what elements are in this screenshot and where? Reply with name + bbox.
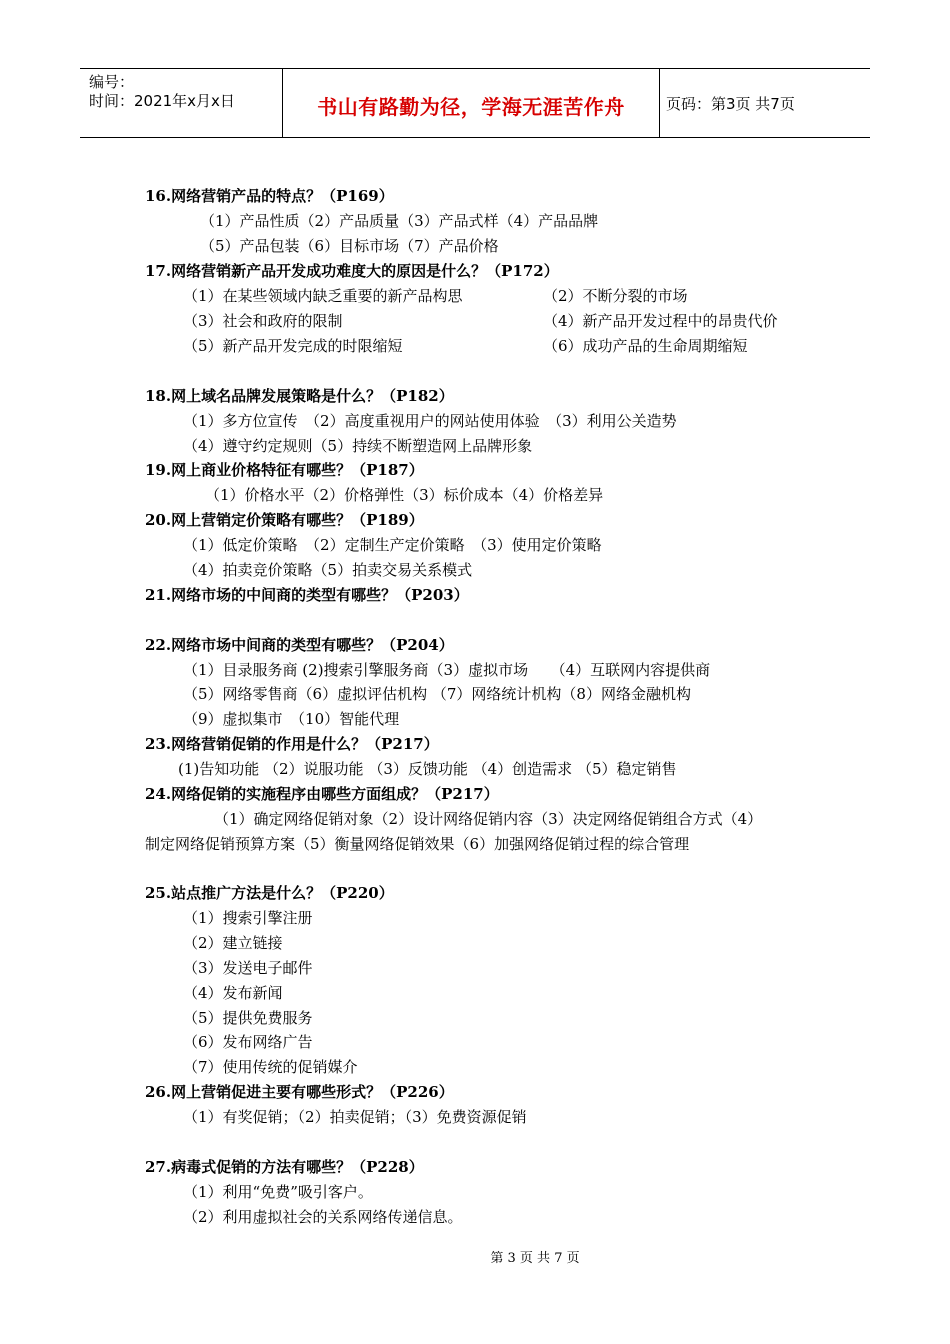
answer-line: （2）不断分裂的市场: [543, 287, 688, 305]
answer-line: （4）发布新闻: [183, 984, 283, 1002]
question-24: 24.网络促销的实施程序由哪些方面组成？（P217）: [145, 785, 499, 803]
answer-line: （1）目录服务商 (2)搜索引擎服务商（3）虚拟市场 （4）互联网内容提供商: [183, 661, 711, 679]
answer-line: （1）多方位宣传 （2）高度重视用户的网站使用体验 （3）利用公关造势: [183, 412, 677, 430]
question-17: 17.网络营销新产品开发成功难度大的原因是什么？（P172）: [145, 262, 559, 280]
answer-line: （1）在某些领域内缺乏重要的新产品构思: [183, 287, 463, 305]
question-20: 20.网上营销定价策略有哪些？（P189）: [145, 511, 424, 529]
answer-line: （2）利用虚拟社会的关系网络传递信息。: [183, 1208, 463, 1226]
answer-line: （4）拍卖竞价策略（5）拍卖交易关系模式: [183, 561, 473, 579]
question-19: 19.网上商业价格特征有哪些？（P187）: [145, 461, 424, 479]
page-number: 第 3 页 共 7 页: [490, 1251, 580, 1266]
page-info: 页码：第3页 共7页: [666, 95, 795, 113]
motto: 书山有路勤为径，学海无涯苦作舟: [317, 95, 625, 119]
answer-line: 制定网络促销预算方案（5）衡量网络促销效果（6）加强网络促销过程的综合管理: [145, 835, 690, 853]
answer-line: （4）新产品开发过程中的昂贵代价: [543, 312, 778, 330]
page-footer: [0, 1247, 950, 1266]
answer-line: （1）有奖促销；（2）拍卖促销；（3）免费资源促销: [183, 1108, 527, 1126]
answer-line: （9）虚拟集市 （10）智能代理: [183, 710, 400, 728]
answer-line: （5）提供免费服务: [183, 1009, 313, 1027]
answer-line: （3）社会和政府的限制: [183, 312, 343, 330]
answer-line: （5）产品包装（6）目标市场（7）产品价格: [200, 237, 499, 255]
answer-line: （1）价格水平（2）价格弹性（3）标价成本（4）价格差异: [205, 486, 604, 504]
question-25: 25.站点推广方法是什么？（P220）: [145, 884, 394, 902]
answer-line: （1）搜索引擎注册: [183, 909, 313, 927]
answer-line: （7）使用传统的促销媒介: [183, 1058, 358, 1076]
answer-line: （1）产品性质（2）产品质量（3）产品式样（4）产品品牌: [200, 212, 599, 230]
answer-line: （3）发送电子邮件: [183, 959, 313, 977]
answer-line: （1）利用“免费”吸引客户。: [183, 1183, 373, 1201]
doc-number-label: 编号：: [89, 73, 135, 91]
answer-line: （4）遵守约定规则（5）持续不断塑造网上品牌形象: [183, 437, 533, 455]
question-23: 23.网络营销促销的作用是什么？（P217）: [145, 735, 439, 753]
question-22: 22.网络市场中间商的类型有哪些？（P204）: [145, 636, 454, 654]
answer-line: （1）确定网络促销对象（2）设计网络促销内容（3）决定网络促销组合方式（4）: [214, 810, 763, 828]
question-21: 21.网络市场的中间商的类型有哪些？（P203）: [145, 586, 469, 604]
question-27: 27.病毒式促销的方法有哪些？（P228）: [145, 1158, 424, 1176]
answer-line: （6）成功产品的生命周期缩短: [543, 337, 748, 355]
answer-line: （2）建立链接: [183, 934, 283, 952]
answer-line: (1)告知功能 （2）说服功能 （3）反馈功能 （4）创造需求 （5）稳定销售: [178, 760, 677, 778]
doc-time-label: 时间：2021年x月x日: [89, 92, 235, 110]
question-16: 16.网络营销产品的特点？（P169）: [145, 187, 394, 205]
question-18: 18.网上域名品牌发展策略是什么？（P182）: [145, 387, 454, 405]
answer-line: （1）低定价策略 （2）定制生产定价策略 （3）使用定价策略: [183, 536, 602, 554]
answer-line: （5）新产品开发完成的时限缩短: [183, 337, 403, 355]
answer-line: （6）发布网络广告: [183, 1033, 313, 1051]
question-26: 26.网上营销促进主要有哪些形式？（P226）: [145, 1083, 454, 1101]
answer-line: （5）网络零售商（6）虚拟评估机构 （7）网络统计机构（8）网络金融机构: [183, 685, 691, 703]
